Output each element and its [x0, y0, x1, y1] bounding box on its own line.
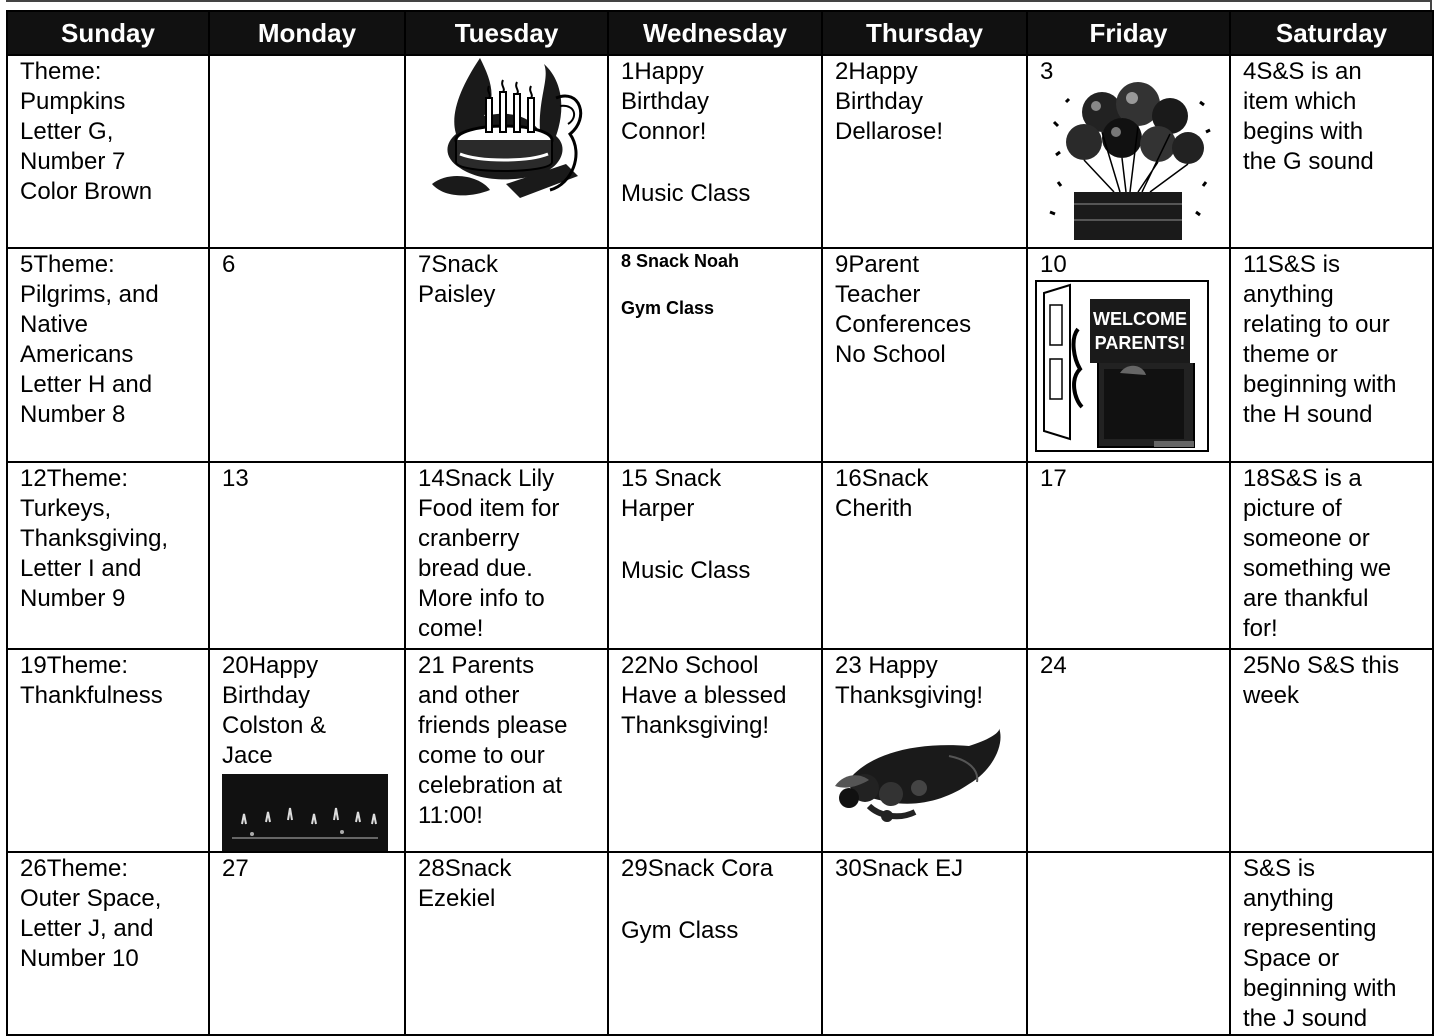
header-thursday: Thursday: [822, 11, 1027, 55]
cell-text: 1Happy: [621, 58, 704, 85]
cell-text: 25No S&S this: [1243, 652, 1400, 679]
cell-text: 28Snack: [418, 855, 512, 882]
header-sunday: Sunday: [7, 11, 209, 55]
cell-text: Letter I and: [20, 555, 142, 582]
header-monday: Monday: [209, 11, 405, 55]
day-cell: [1027, 649, 1230, 852]
cell-text: 23 Happy: [835, 652, 938, 679]
day-cell: [822, 852, 1027, 1035]
cell-text: relating to our: [1243, 311, 1390, 338]
top-rule: [6, 0, 1430, 2]
cell-text: 2Happy: [835, 58, 918, 85]
day-cell: [608, 248, 822, 462]
day-cell: [1027, 248, 1230, 462]
cell-text: Letter J, and: [20, 915, 154, 942]
cell-text: Letter G,: [20, 118, 114, 145]
cell-text: 6: [222, 251, 236, 278]
cell-text: 8 Snack Noah: [621, 251, 740, 271]
day-cell: [405, 55, 608, 248]
cell-text: 14Snack Lily: [418, 465, 555, 492]
cell-text: Jace: [222, 742, 273, 769]
cell-text: Pumpkins: [20, 88, 126, 115]
sign-parents-text: PARENTS!: [1094, 333, 1186, 353]
cell-text: 24: [1040, 652, 1067, 679]
cell-text: 10: [1040, 251, 1067, 278]
sign-welcome-text: WELCOME: [1093, 309, 1187, 329]
day-cell: [209, 649, 405, 852]
week-row-3: [7, 462, 1433, 649]
cell-text: someone or: [1243, 525, 1370, 552]
week-row-4: [7, 649, 1433, 852]
cell-text: Letter H and: [20, 371, 153, 398]
cell-text: anything: [1243, 281, 1334, 308]
cell-text: come!: [418, 615, 484, 642]
balloons-cake-icon: [1046, 82, 1216, 242]
day-cell: [822, 462, 1027, 649]
day-cell-empty: [1027, 852, 1230, 1035]
cell-text: 18S&S is a: [1243, 465, 1362, 492]
day-cell: [608, 462, 822, 649]
header-wednesday: Wednesday: [608, 11, 822, 55]
week-row-1: [7, 55, 1433, 248]
cell-text: Paisley: [418, 281, 496, 308]
day-cell: [1230, 852, 1433, 1035]
cell-text: Birthday: [835, 88, 924, 115]
cell-text: representing: [1243, 915, 1377, 942]
day-cell: [405, 248, 608, 462]
cell-text: 7Snack: [418, 251, 499, 278]
cell-text: Music Class: [621, 557, 751, 584]
weekday-header-row: [7, 11, 1433, 55]
day-cell: [608, 852, 822, 1035]
day-cell: [209, 462, 405, 649]
cell-text: Ezekiel: [418, 885, 496, 912]
birthday-candles-icon: [222, 774, 388, 852]
cell-text: Cherith: [835, 495, 913, 522]
calendar-table: [6, 10, 1434, 1036]
cell-text: Birthday: [222, 682, 311, 709]
cell-text: Dellarose!: [835, 118, 944, 145]
welcome-parents-door-icon: [1034, 279, 1216, 455]
header-saturday: Saturday: [1230, 11, 1433, 55]
cell-text: bread due.: [418, 555, 533, 582]
day-cell: [1230, 649, 1433, 852]
cell-text: Birthday: [621, 88, 710, 115]
cell-text: Space or: [1243, 945, 1340, 972]
cell-text: 9Parent: [835, 251, 920, 278]
cell-text: 27: [222, 855, 249, 882]
cell-text: the H sound: [1243, 401, 1373, 428]
cell-text: 11S&S is: [1243, 251, 1340, 278]
cell-text: 22No School: [621, 652, 759, 679]
day-cell: [7, 248, 209, 462]
cell-text: anything: [1243, 885, 1334, 912]
cell-text: Thanksgiving,: [20, 525, 169, 552]
cell-text: week: [1243, 682, 1300, 709]
day-cell: [822, 55, 1027, 248]
day-cell: [405, 649, 608, 852]
cell-text: beginning with: [1243, 371, 1397, 398]
cell-text: 19Theme:: [20, 652, 129, 679]
cell-text: Turkeys,: [20, 495, 112, 522]
cell-text: 13: [222, 465, 249, 492]
header-tuesday: Tuesday: [405, 11, 608, 55]
header-friday: Friday: [1027, 11, 1230, 55]
cell-text: 21 Parents: [418, 652, 535, 679]
cell-text: picture of: [1243, 495, 1342, 522]
day-cell: [7, 852, 209, 1035]
cell-text: Outer Space,: [20, 885, 162, 912]
cell-text: More info to: [418, 585, 545, 612]
cell-text: Connor!: [621, 118, 707, 145]
cell-text: 17: [1040, 465, 1067, 492]
week-row-5: [7, 852, 1433, 1035]
cell-text: Number 7: [20, 148, 126, 175]
cell-text: the J sound: [1243, 1005, 1368, 1032]
cell-text: Gym Class: [621, 917, 739, 944]
cornucopia-icon: [829, 726, 1005, 826]
cell-text: 11:00!: [418, 802, 483, 829]
cell-text: Theme:: [20, 58, 102, 85]
cell-text: item which: [1243, 88, 1357, 115]
cell-text: 29Snack Cora: [621, 855, 774, 882]
day-cell: [7, 462, 209, 649]
cell-text: 16Snack: [835, 465, 929, 492]
cell-text: Thanksgiving!: [835, 682, 984, 709]
cell-text: the G sound: [1243, 148, 1374, 175]
cell-text: something we: [1243, 555, 1392, 582]
cell-text: 4S&S is an: [1243, 58, 1362, 85]
cell-text: celebration at: [418, 772, 563, 799]
day-cell: [405, 462, 608, 649]
day-cell: [209, 248, 405, 462]
cell-text: Conferences: [835, 311, 972, 338]
cell-text: S&S is: [1243, 855, 1316, 882]
cell-text: friends please: [418, 712, 568, 739]
day-cell: [7, 649, 209, 852]
cell-text: Music Class: [621, 180, 751, 207]
cell-text: are thankful: [1243, 585, 1369, 612]
cell-text: Thanksgiving!: [621, 712, 770, 739]
day-cell: [822, 649, 1027, 852]
week-row-2: [7, 248, 1433, 462]
day-cell: [1230, 55, 1433, 248]
day-cell: [822, 248, 1027, 462]
cell-text: 3: [1040, 58, 1054, 85]
cell-text: 30Snack EJ: [835, 855, 964, 882]
day-cell: [1027, 55, 1230, 248]
cell-text: begins with: [1243, 118, 1364, 145]
day-cell: [209, 852, 405, 1035]
cell-text: Thankfulness: [20, 682, 163, 709]
cell-text: Colston &: [222, 712, 327, 739]
cell-text: 12Theme:: [20, 465, 129, 492]
cell-text: Harper: [621, 495, 695, 522]
cell-text: 20Happy: [222, 652, 319, 679]
cell-text: cranberry: [418, 525, 520, 552]
day-cell: [1230, 248, 1433, 462]
cell-text: Number 9: [20, 585, 126, 612]
cell-text: Teacher: [835, 281, 921, 308]
cell-text: for!: [1243, 615, 1278, 642]
birthday-cake-icon: [420, 58, 590, 208]
cell-text: theme or: [1243, 341, 1338, 368]
day-cell: [608, 55, 822, 248]
day-cell: [7, 55, 209, 248]
cell-text: No School: [835, 341, 946, 368]
cell-text: Gym Class: [621, 298, 715, 318]
cell-text: 26Theme:: [20, 855, 129, 882]
cell-text: come to our: [418, 742, 545, 769]
day-cell: [1027, 462, 1230, 649]
cell-text: Number 8: [20, 401, 126, 428]
cell-text: beginning with: [1243, 975, 1397, 1002]
day-cell: [405, 852, 608, 1035]
cell-text: and other: [418, 682, 520, 709]
cell-text: Pilgrims, and: [20, 281, 159, 308]
day-cell-empty: [209, 55, 405, 248]
cell-text: Have a blessed: [621, 682, 787, 709]
cell-text: Native: [20, 311, 89, 338]
cell-text: Number 10: [20, 945, 139, 972]
cell-text: 5Theme:: [20, 251, 115, 278]
day-cell: [608, 649, 822, 852]
cell-text: Americans: [20, 341, 134, 368]
cell-text: Food item for: [418, 495, 560, 522]
cell-text: Color Brown: [20, 178, 153, 205]
cell-text: 15 Snack: [621, 465, 722, 492]
day-cell: [1230, 462, 1433, 649]
